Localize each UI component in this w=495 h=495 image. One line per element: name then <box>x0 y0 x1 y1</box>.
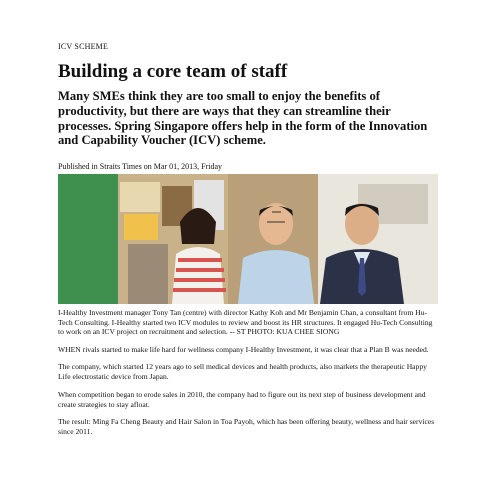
body-paragraph-3: When competition began to erode sales in 2010, the company had to figure out its next step of business development and create strategies to stay afloat. <box>58 389 426 409</box>
article-title: Building a core team of staff <box>58 61 288 82</box>
article-byline: Published in Straits Times on Mar 01, 2013, Friday <box>58 162 223 172</box>
photo-caption: I-Healthy Investment manager Tony Tan (centre) with director Kathy Koh and Mr Benjamin Chan, a consultant from Hu-Tech Consulting. I-Healthy started two ICV modules to review and boost its HR structures. It engaged Hu-Tech Consulting to work on an ICV project on recruitment and selection. -- ST PHOTO: KUA CHEE SIONG <box>58 308 433 337</box>
body-paragraph-1: WHEN rivals started to make life hard for wellness company I-Healthy Investment, it was clear that a Plan B was needed. <box>58 344 429 354</box>
green-wall <box>58 174 118 304</box>
article-photo <box>58 174 438 304</box>
article <box>58 42 440 445</box>
section-kicker: ICV SCHEME <box>58 42 109 51</box>
article-lede: Many SMEs think they are too small to enjoy the benefits of productivity, but there are ways that they can streamline their processes. Spring Singapore offers help in the form of the Innovation and Capability Voucher (ICV) scheme. <box>58 88 428 148</box>
body-paragraph-2: The company, which started 12 years ago to sell medical devices and health products, also markets the therapeutic Happy Life electrostatic device from Japan. <box>58 362 427 382</box>
photo-illustration <box>58 174 438 304</box>
body-paragraph-4: The result: Ming Fa Cheng Beauty and Hair Salon in Toa Payoh, which has been offering beauty, wellness and hair services since 2011. <box>58 417 435 437</box>
